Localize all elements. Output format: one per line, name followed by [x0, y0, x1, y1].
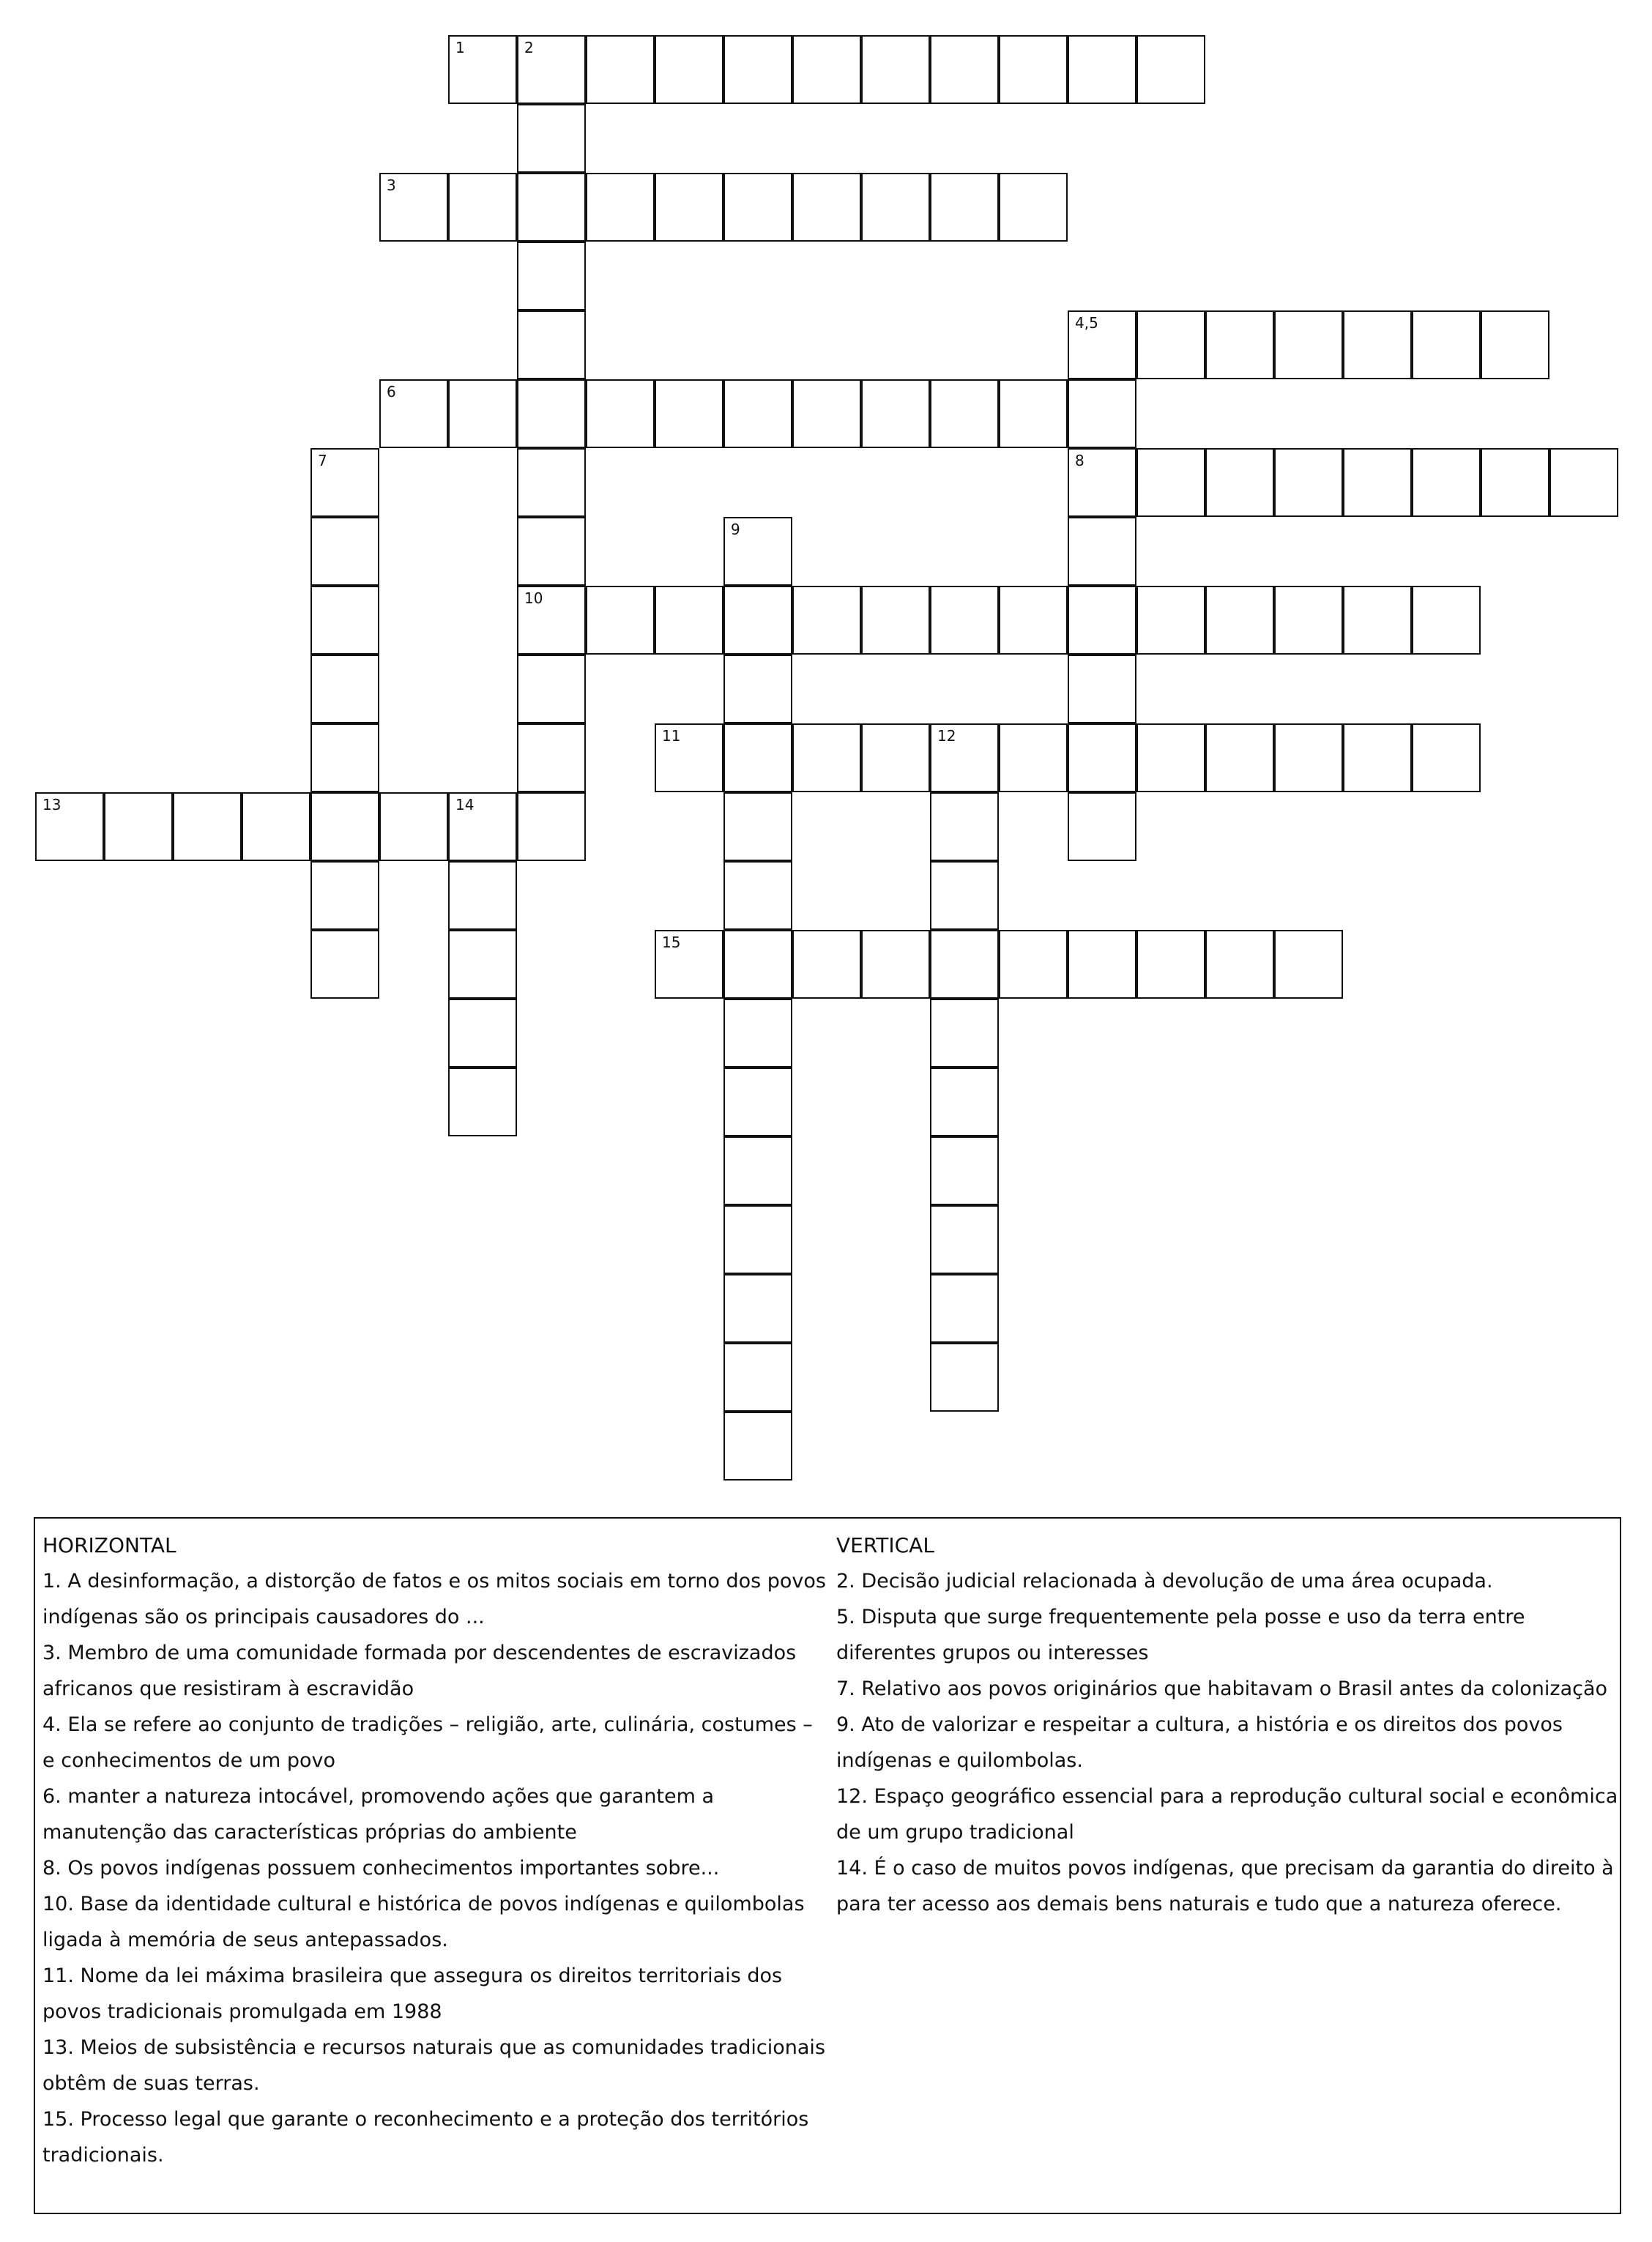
crossword-cell[interactable]	[999, 379, 1068, 448]
crossword-cell[interactable]	[792, 35, 861, 104]
crossword-cell[interactable]	[930, 35, 999, 104]
crossword-cell[interactable]	[1068, 517, 1136, 586]
crossword-cell[interactable]	[792, 586, 861, 655]
clue-number: 4,5	[1075, 314, 1098, 332]
crossword-cell[interactable]	[379, 379, 448, 448]
crossword-cell[interactable]	[930, 1136, 999, 1205]
crossword-cell[interactable]	[792, 173, 861, 242]
vertical-clue-line: para ter acesso aos demais bens naturais e tudo que a natureza oferece.	[836, 1893, 1562, 1915]
crossword-cell[interactable]	[723, 655, 792, 723]
crossword-cell[interactable]	[1068, 310, 1136, 379]
horizontal-clue-line: manutenção das características próprias do ambiente	[42, 1821, 577, 1844]
clue-number: 6	[387, 383, 396, 401]
crossword-cell[interactable]	[379, 173, 448, 242]
crossword-cell[interactable]	[861, 930, 930, 999]
crossword-cell[interactable]	[999, 586, 1068, 655]
crossword-cell[interactable]	[861, 586, 930, 655]
crossword-cell[interactable]	[655, 586, 723, 655]
vertical-clue-line: 7. Relativo aos povos originários que habitavam o Brasil antes da colonização	[836, 1677, 1608, 1700]
crossword-cell[interactable]	[1136, 35, 1205, 104]
horizontal-clue-line: e conhecimentos de um povo	[42, 1749, 336, 1772]
crossword-cell[interactable]	[723, 35, 792, 104]
crossword-cell[interactable]	[1205, 930, 1274, 999]
crossword-cell[interactable]	[930, 173, 999, 242]
horizontal-clue-line: povos tradicionais promulgada em 1988	[42, 2000, 442, 2023]
crossword-cell[interactable]	[448, 792, 517, 861]
clue-number: 1	[455, 39, 465, 56]
crossword-cell[interactable]	[655, 379, 723, 448]
crossword-cell[interactable]	[930, 1205, 999, 1274]
horizontal-clue-line: 8. Os povos indígenas possuem conhecimentos importantes sobre...	[42, 1857, 720, 1880]
crossword-cell[interactable]	[1412, 310, 1481, 379]
crossword-cell[interactable]	[517, 173, 586, 242]
crossword-cell[interactable]	[930, 999, 999, 1068]
crossword-cell[interactable]	[723, 1274, 792, 1343]
crossword-cell[interactable]	[173, 792, 242, 861]
crossword-cell[interactable]	[861, 173, 930, 242]
crossword-cell[interactable]	[1274, 586, 1343, 655]
crossword-cell[interactable]	[448, 173, 517, 242]
crossword-cell[interactable]	[655, 173, 723, 242]
crossword-cell[interactable]	[861, 35, 930, 104]
crossword-cell[interactable]	[930, 1068, 999, 1136]
crossword-cell[interactable]	[517, 586, 586, 655]
clue-number: 9	[731, 521, 740, 538]
crossword-cell[interactable]	[1068, 930, 1136, 999]
vertical-clue-line: 5. Disputa que surge frequentemente pela posse e uso da terra entre	[836, 1606, 1525, 1628]
crossword-cell[interactable]	[930, 379, 999, 448]
horizontal-clue-line: 3. Membro de uma comunidade formada por descendentes de escravizados	[42, 1642, 797, 1664]
crossword-cell[interactable]	[448, 930, 517, 999]
clues-box	[34, 1517, 1621, 2214]
crossword-cell[interactable]	[930, 1274, 999, 1343]
crossword-cell[interactable]	[930, 1343, 999, 1412]
crossword-cell[interactable]	[1481, 310, 1549, 379]
crossword-cell[interactable]	[448, 999, 517, 1068]
clue-number: 13	[42, 796, 62, 813]
horizontal-clue-line: 4. Ela se refere ao conjunto de tradições – religião, arte, culinária, costumes –	[42, 1713, 813, 1736]
clue-number: 7	[318, 452, 327, 469]
clue-number: 3	[387, 176, 396, 194]
crossword-cell[interactable]	[517, 242, 586, 310]
crossword-cell[interactable]	[723, 1343, 792, 1412]
clue-number: 15	[662, 934, 681, 951]
crossword-cell[interactable]	[1343, 448, 1412, 517]
horizontal-clue-line: 11. Nome da lei máxima brasileira que assegura os direitos territoriais dos	[42, 1964, 783, 1987]
crossword-cell[interactable]	[1068, 586, 1136, 655]
crossword-cell[interactable]	[517, 379, 586, 448]
crossword-cell[interactable]	[723, 792, 792, 861]
crossword-cell[interactable]	[35, 792, 104, 861]
crossword-cell[interactable]	[517, 655, 586, 723]
crossword-cell[interactable]	[310, 930, 379, 999]
crossword-cell[interactable]	[723, 861, 792, 930]
horizontal-title: HORIZONTAL	[42, 1533, 176, 1557]
horizontal-clue-line: 10. Base da identidade cultural e histórica de povos indígenas e quilombolas	[42, 1893, 805, 1915]
crossword-cell[interactable]	[104, 792, 173, 861]
crossword-cell[interactable]	[310, 861, 379, 930]
crossword-cell[interactable]	[242, 792, 310, 861]
horizontal-clue-line: 13. Meios de subsistência e recursos naturais que as comunidades tradicionais	[42, 2036, 826, 2059]
crossword-cell[interactable]	[723, 1136, 792, 1205]
crossword-cell[interactable]	[517, 35, 586, 104]
crossword-cell[interactable]	[861, 723, 930, 792]
crossword-cell[interactable]	[792, 723, 861, 792]
crossword-cell[interactable]	[310, 792, 379, 861]
crossword-cell[interactable]	[1274, 723, 1343, 792]
horizontal-clue-line: ligada à memória de seus antepassados.	[42, 1929, 448, 1951]
horizontal-clue-line: obtêm de suas terras.	[42, 2072, 260, 2095]
clue-number: 12	[937, 727, 956, 745]
horizontal-clue-line: africanos que resistiram à escravidão	[42, 1677, 414, 1700]
crossword-cell[interactable]	[310, 586, 379, 655]
crossword-cell[interactable]	[723, 517, 792, 586]
crossword-cell[interactable]	[1274, 310, 1343, 379]
crossword-cell[interactable]	[1068, 35, 1136, 104]
crossword-cell[interactable]	[999, 173, 1068, 242]
crossword-cell[interactable]	[586, 173, 655, 242]
crossword-cell[interactable]	[310, 517, 379, 586]
vertical-clue-line: diferentes grupos ou interesses	[836, 1642, 1149, 1664]
clue-number: 10	[524, 589, 543, 607]
crossword-cell[interactable]	[655, 723, 723, 792]
crossword-cell[interactable]	[1068, 723, 1136, 792]
crossword-cell[interactable]	[1274, 930, 1343, 999]
crossword-cell[interactable]	[999, 723, 1068, 792]
horizontal-clue-line: tradicionais.	[42, 2144, 164, 2167]
crossword-cell[interactable]	[1136, 723, 1205, 792]
crossword-cell[interactable]	[999, 35, 1068, 104]
crossword-cell[interactable]	[1068, 448, 1136, 517]
vertical-clue-line: 12. Espaço geográfico essencial para a reprodução cultural social e econômica	[836, 1785, 1618, 1808]
crossword-cell[interactable]	[723, 586, 792, 655]
crossword-cell[interactable]	[586, 586, 655, 655]
crossword-cell[interactable]	[930, 861, 999, 930]
crossword-cell[interactable]	[723, 1068, 792, 1136]
clue-number: 11	[662, 727, 681, 745]
crossword-cell[interactable]	[448, 379, 517, 448]
crossword-cell[interactable]	[1068, 655, 1136, 723]
crossword-cell[interactable]	[930, 586, 999, 655]
vertical-clue-line: 9. Ato de valorizar e respeitar a cultura, a história e os direitos dos povos	[836, 1713, 1563, 1736]
crossword-cell[interactable]	[1136, 310, 1205, 379]
clue-number: 14	[455, 796, 475, 813]
crossword-cell[interactable]	[517, 310, 586, 379]
vertical-clue-line: 2. Decisão judicial relacionada à devolução de uma área ocupada.	[836, 1570, 1493, 1593]
crossword-cell[interactable]	[1068, 379, 1136, 448]
crossword-cell[interactable]	[723, 379, 792, 448]
crossword-cell[interactable]	[655, 35, 723, 104]
crossword-cell[interactable]	[1274, 448, 1343, 517]
horizontal-clue-line: indígenas são os principais causadores do ...	[42, 1606, 485, 1628]
crossword-cell[interactable]	[1068, 792, 1136, 861]
crossword-cell[interactable]	[792, 379, 861, 448]
crossword-cell[interactable]	[1481, 448, 1549, 517]
crossword-cell[interactable]	[1205, 586, 1274, 655]
crossword-cell[interactable]	[930, 723, 999, 792]
crossword-cell[interactable]	[517, 448, 586, 517]
crossword-cell[interactable]	[1136, 930, 1205, 999]
crossword-cell[interactable]	[1549, 448, 1618, 517]
crossword-cell[interactable]	[448, 1068, 517, 1136]
crossword-cell[interactable]	[448, 35, 517, 104]
crossword-cell[interactable]	[930, 930, 999, 999]
crossword-cell[interactable]	[1343, 586, 1412, 655]
crossword-cell[interactable]	[999, 930, 1068, 999]
crossword-cell[interactable]	[1343, 723, 1412, 792]
vertical-clues	[836, 1527, 1620, 1922]
clue-number: 2	[524, 39, 534, 56]
crossword-cell[interactable]	[310, 723, 379, 792]
vertical-clue-line: 14. É o caso de muitos povos indígenas, que precisam da garantia do direito à	[836, 1857, 1614, 1880]
crossword-cell[interactable]	[723, 999, 792, 1068]
crossword-cell[interactable]	[379, 792, 448, 861]
crossword-cell[interactable]	[861, 379, 930, 448]
crossword-cell[interactable]	[655, 930, 723, 999]
horizontal-clue-line: 15. Processo legal que garante o reconhecimento e a proteção dos territórios	[42, 2108, 809, 2131]
vertical-clue-line: de um grupo tradicional	[836, 1821, 1074, 1844]
crossword-cell[interactable]	[448, 861, 517, 930]
crossword-cell[interactable]	[723, 1412, 792, 1481]
crossword-cell[interactable]	[1205, 310, 1274, 379]
crossword-cell[interactable]	[586, 35, 655, 104]
horizontal-clue-line: 1. A desinformação, a distorção de fatos e os mitos sociais em torno dos povos	[42, 1570, 826, 1593]
crossword-cell[interactable]	[517, 723, 586, 792]
crossword-cell[interactable]	[1136, 586, 1205, 655]
crossword-cell[interactable]	[930, 792, 999, 861]
crossword-cell[interactable]	[1205, 448, 1274, 517]
vertical-clue-line: indígenas e quilombolas.	[836, 1749, 1083, 1772]
crossword-cell[interactable]	[1343, 310, 1412, 379]
crossword-cell[interactable]	[1412, 448, 1481, 517]
horizontal-clue-line: 6. manter a natureza intocável, promovendo ações que garantem a	[42, 1785, 715, 1808]
crossword-cell[interactable]	[517, 792, 586, 861]
crossword-cell[interactable]	[517, 104, 586, 173]
crossword-cell[interactable]	[723, 173, 792, 242]
crossword-cell[interactable]	[1412, 723, 1481, 792]
crossword-cell[interactable]	[586, 379, 655, 448]
clue-number: 8	[1075, 452, 1084, 469]
crossword-cell[interactable]	[723, 930, 792, 999]
crossword-cell[interactable]	[517, 517, 586, 586]
horizontal-clues	[42, 1527, 833, 2173]
vertical-title: VERTICAL	[836, 1533, 934, 1557]
crossword-cell[interactable]	[310, 655, 379, 723]
crossword-cell[interactable]	[792, 930, 861, 999]
crossword-cell[interactable]	[1136, 448, 1205, 517]
crossword-cell[interactable]	[1205, 723, 1274, 792]
crossword-cell[interactable]	[1412, 586, 1481, 655]
crossword-cell[interactable]	[723, 1205, 792, 1274]
crossword-cell[interactable]	[723, 723, 792, 792]
crossword-cell[interactable]	[310, 448, 379, 517]
